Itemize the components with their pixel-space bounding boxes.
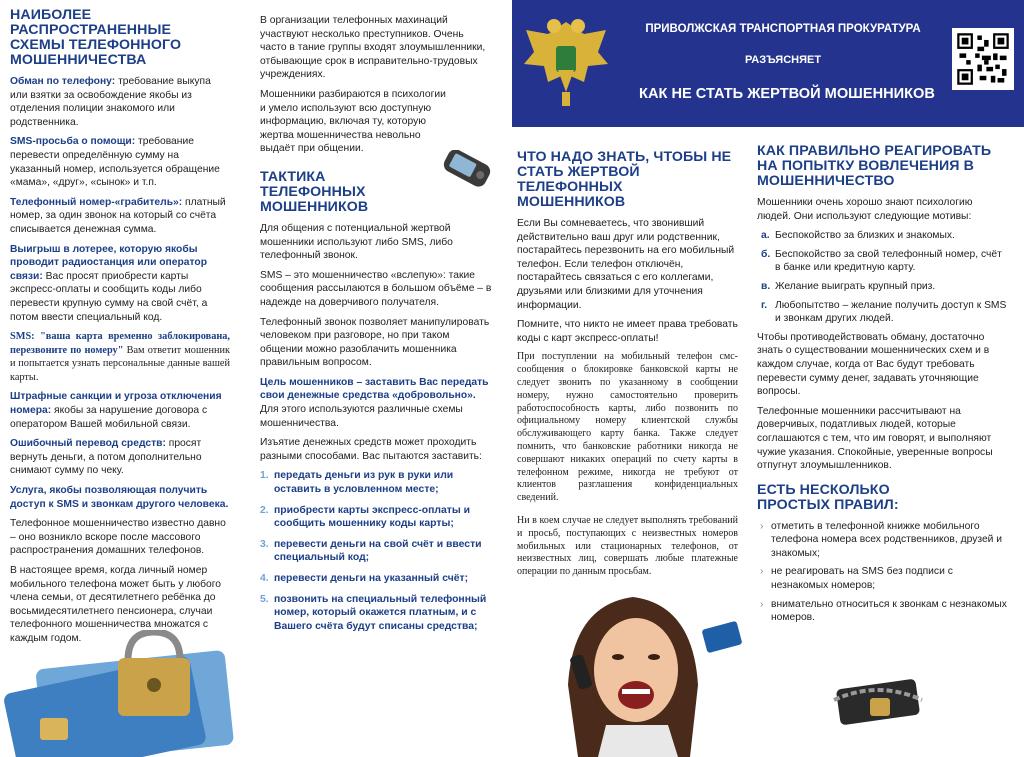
motive-list-item bbox=[757, 299, 1008, 326]
scheme-item-label: Обман по телефону: bbox=[10, 76, 116, 87]
method-list-item bbox=[260, 469, 493, 496]
method-number: 1. bbox=[260, 470, 269, 482]
how-to-react-title: КАК ПРАВИЛЬНО РЕАГИРОВАТЬ НА ПОПЫТКУ ВОВЛЕЧЕНИЯ В МОШЕННИЧЕСТВО bbox=[757, 143, 992, 189]
motive-text: Беспокойство за близких и знакомых. bbox=[775, 230, 955, 242]
coat-of-arms-emblem bbox=[518, 12, 614, 112]
rule-list-item: › отметить в телефонной книжке мобильного телефона номера всех родственников, друзей и знакомых; bbox=[757, 520, 1008, 561]
scheme-item bbox=[10, 196, 230, 237]
rule-list-item: › внимательно относиться к звонкам с незнакомых номеров. bbox=[757, 598, 1008, 625]
scheme-item-label: Телефонный номер-«грабитель»: bbox=[10, 196, 183, 208]
never-comply-paragraph: Ни в коем случае не следует выполнять требований и просьб, поступающих с неизвестных номеров мобильных или стационарных телефонов, от неизвестных лиц, совершать любые платежные операции по данным просьбам. bbox=[517, 514, 738, 578]
methods-list bbox=[260, 469, 493, 633]
call-back-paragraph: Если Вы сомневаетесь, что звонивший действительно ваш друг или родственник, постарайтесь перезвонить на его мобильный телефон. Если телефон отключён, постарайтесь связаться с его коллегами, друзьями или близкими для уточнения информации. bbox=[517, 218, 735, 311]
scheme-item bbox=[10, 437, 230, 478]
call-paragraph: Телефонный звонок позволяет манипулировать человеком при разговоре, но при таком общении можно разоблачить мошенника правильным вопросом. bbox=[260, 316, 490, 369]
scheme-item bbox=[10, 484, 230, 511]
gullible-paragraph: Телефонные мошенники рассчитывают на доверчивых, податливых людей, которые соглашаются с тем, что им говорят, и выполняют чужие указания. Спокойные, уверенные вопросы отпугнут злоумышленников. bbox=[757, 405, 993, 472]
methods-paragraph: Изъятие денежных средств может проходить разными способами. Вас пытаются заставить: bbox=[260, 437, 482, 462]
scheme-item-text: платный номер, за один звонок на который со счёта списывается денежная сумма. bbox=[10, 196, 226, 235]
scheme-item-text: требование выкупа или взятки за освобождение якобы из отделения полиции знакомого или родственника. bbox=[10, 76, 211, 128]
scheme-item-text: Вам ответит мошенник и попытается узнать персональные данные вашей карты. bbox=[10, 344, 230, 383]
motive-text: Желание выиграть крупный приз. bbox=[775, 280, 936, 292]
sms-paragraph: SMS – это мошенничество «вслепую»: такие сообщения рассылаются в большом объёме – в надежде на доверчивого получателя. bbox=[260, 269, 492, 308]
method-text: перевести деньги на свой счёт и ввести специальный код; bbox=[274, 538, 482, 564]
motive-letter: а. bbox=[761, 230, 770, 242]
motive-letter: г. bbox=[761, 299, 768, 311]
column-how-to-react bbox=[752, 130, 1024, 630]
chained-phone-illustration bbox=[830, 670, 926, 730]
motive-list-item bbox=[757, 280, 1008, 294]
scheme-item-text: требование перевести определённую сумму на указанный номер, используется обращение «мама», «друг», «сынок» и т.п. bbox=[10, 136, 220, 189]
rules-list bbox=[757, 520, 1008, 625]
scheme-item-label: Услуга, якобы позволяющая получить доступ к SMS и звонкам другого человека. bbox=[10, 485, 229, 510]
method-number: 2. bbox=[260, 504, 269, 516]
method-number: 5. bbox=[260, 593, 269, 605]
rule-list-item: › не реагировать на SMS без подписи с незнакомых номеров; bbox=[757, 565, 1008, 592]
present-paragraph: В настоящее время, когда личный номер мобильного телефона может быть у любого члена семьи, от десятилетнего ребёнка до восьмидесятилетнего пенсионера, случаи телефонного мошенничества множатся с каждым годом. bbox=[10, 565, 221, 644]
contact-paragraph: Для общения с потенциальной жертвой мошенники используют либо SMS, либо телефонный звонок. bbox=[260, 222, 453, 262]
method-text: позвонить на специальный телефонный номер, который окажется платным, и с Вашего счёта будут списаны средства; bbox=[274, 593, 487, 632]
what-to-know-title: ЧТО НАДО ЗНАТЬ, ЧТОБЫ НЕ СТАТЬ ЖЕРТВОЙ ТЕЛЕФОННЫХ МОШЕННИКОВ bbox=[517, 149, 732, 210]
motive-text: Беспокойство за свой телефонный номер, счёт в банке или кредитную карту. bbox=[775, 248, 1002, 274]
organization-name: ПРИВОЛЖСКАЯ ТРАНСПОРТНАЯ ПРОКУРАТУРА bbox=[645, 23, 921, 35]
motives-list bbox=[757, 229, 1008, 326]
scheme-item-label: SMS-просьба о помощи: bbox=[10, 136, 136, 148]
mobile-phone-illustration bbox=[436, 150, 496, 195]
scheme-item bbox=[10, 75, 230, 129]
scheme-item bbox=[10, 390, 230, 431]
card-block-paragraph: При поступлении на мобильный телефон смс-сообщения о блокировке банковской карты не следует звонить по указанному в сообщении номеру, нужно самостоятельно проверить работоспособность карты, либо позвонить по официальному номеру клиентской службы обслуживающего карту банка. Также следует помнить, что банковские работники никогда не совершают никаких операций по счету карты в телефонном режиме, никогда не требуют от клиентов разглашения конфиденциальных сведений. bbox=[517, 351, 738, 504]
header-banner bbox=[512, 0, 1024, 127]
scheme-item-label: Ошибочный перевод средств: bbox=[10, 438, 166, 450]
method-text: перевести деньги на указанный счёт; bbox=[274, 573, 469, 584]
schemes-list bbox=[10, 75, 230, 511]
motive-letter: б. bbox=[761, 248, 771, 260]
scheme-item bbox=[10, 135, 230, 189]
cards-padlock-illustration bbox=[0, 630, 240, 757]
scheme-item-text: просят вернуть деньги, а потом дополнительно снимают сумму по чеку. bbox=[10, 438, 202, 477]
happy-woman-photo bbox=[518, 585, 754, 757]
scheme-item-label: Штрафные санкции и угроза отключения номера: bbox=[10, 391, 222, 417]
no-right-paragraph: Помните, что никто не имеет права требовать коды с карт экспресс-оплаты! bbox=[517, 319, 738, 344]
qr-code bbox=[952, 28, 1014, 90]
goal-paragraph: Цель мошенников – заставить Вас передать свои денежные средства «добровольно». Для этого используются различные схемы мошенничества. bbox=[260, 376, 489, 429]
simple-rules-title: ЕСТЬ НЕСКОЛЬКО ПРОСТЫХ ПРАВИЛ: bbox=[757, 481, 899, 513]
psychology-paragraph: Мошенники разбираются в психологии и умело используют всю доступную информацию, включая ту, которую жертва мошенничества невольно выдаёт при общении. bbox=[260, 88, 446, 155]
column-tactics bbox=[249, 0, 503, 640]
scheme-item-label: SMS: "ваша карта временно заблокирована, перезвоните по номеру" bbox=[10, 331, 230, 356]
method-list-item bbox=[260, 593, 493, 634]
banner-headline: КАК НЕ СТАТЬ ЖЕРТВОЙ МОШЕННИКОВ bbox=[639, 86, 935, 102]
motive-letter: в. bbox=[761, 280, 771, 292]
counteract-paragraph: Чтобы противодействовать обману, достаточно знать о существовании мошеннических схем и в каждом случае, когда от Вас будут требовать перевести сумму денег, задавать уточняющие вопросы. bbox=[757, 331, 990, 398]
motive-list-item bbox=[757, 248, 1008, 275]
method-number: 3. bbox=[260, 538, 269, 550]
method-list-item bbox=[260, 504, 493, 531]
column-what-to-know bbox=[512, 130, 746, 585]
motive-list-item bbox=[757, 229, 1008, 243]
history-paragraph: Телефонное мошенничество известно давно – оно возникло вскоре после массового распространения домашних телефонов. bbox=[10, 518, 226, 557]
groups-paragraph: В организации телефонных махинаций участвуют несколько преступников. Очень часто в тание группы входят злоумышленники, отбывающие срок в исправительно-трудовых учреждениях. bbox=[260, 15, 486, 81]
column-schemes bbox=[0, 0, 240, 652]
scheme-item-text: якобы за нарушение договора с оператором Вашей мобильной связи. bbox=[10, 405, 208, 430]
method-list-item bbox=[260, 572, 493, 586]
motive-text: Любопытство – желание получить доступ к SMS и звонкам других людей. bbox=[775, 299, 1007, 325]
scheme-item-label: Выигрыш в лотерее, которую якобы проводит радиостанция или оператор связи: bbox=[10, 243, 207, 282]
method-text: приобрести карты экспресс-оплаты и сообщить мошеннику коды карты; bbox=[274, 504, 471, 530]
scheme-item bbox=[10, 330, 230, 384]
scheme-item bbox=[10, 243, 230, 325]
method-number: 4. bbox=[260, 573, 269, 584]
schemes-title: НАИБОЛЕЕ РАСПРОСТРАНЕННЫЕ СХЕМЫ ТЕЛЕФОННОГО МОШЕННИЧЕСТВА bbox=[10, 7, 182, 68]
psychology-motives-paragraph: Мошенники очень хорошо знают психологию людей. Они используют следующие мотивы: bbox=[757, 197, 973, 222]
tactics-title: ТАКТИКА ТЕЛЕФОННЫХ МОШЕННИКОВ bbox=[260, 168, 369, 215]
method-text: передать деньги из рук в руки или оставить в условленном месте; bbox=[274, 470, 454, 496]
scheme-item-text: Вас просят приобрести карты экспресс-оплаты и сообщить коды либо перевести крупную сумму на свой счёт, а потом ввести специальный код. bbox=[10, 270, 208, 323]
explains-label: РАЗЪЯСНЯЕТ bbox=[744, 54, 822, 66]
method-list-item bbox=[260, 538, 493, 565]
